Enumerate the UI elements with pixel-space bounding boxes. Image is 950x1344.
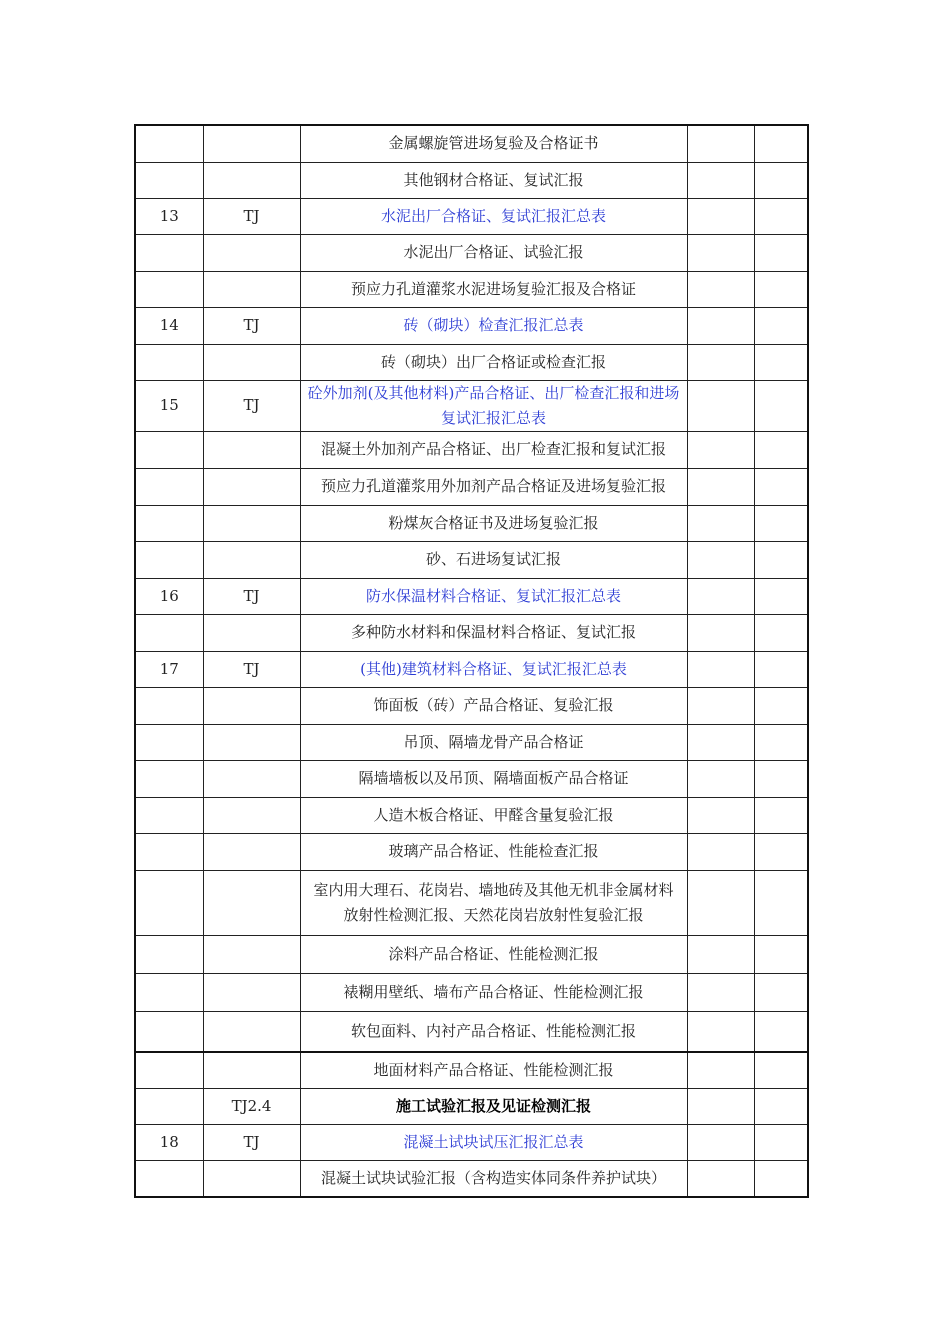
- row-description: (其他)建筑材料合格证、复试汇报汇总表: [300, 651, 687, 687]
- row-description: 人造木板合格证、甲醛含量复验汇报: [300, 797, 687, 833]
- row-code: [203, 431, 300, 468]
- row-blank-cell: [754, 307, 808, 344]
- table-row: [135, 541, 808, 578]
- row-number: [135, 724, 203, 760]
- row-description: 混凝土外加剂产品合格证、出厂检查汇报和复试汇报: [300, 431, 687, 468]
- row-blank-cell: [687, 614, 754, 651]
- row-description: 预应力孔道灌浆用外加剂产品合格证及进场复验汇报: [300, 468, 687, 505]
- row-code: TJ: [203, 307, 300, 344]
- row-blank-cell: [754, 1052, 808, 1088]
- row-code: [203, 468, 300, 505]
- row-blank-cell: [687, 760, 754, 797]
- row-blank-cell: [754, 1088, 808, 1124]
- row-blank-cell: [754, 162, 808, 198]
- table-row: [135, 380, 808, 431]
- row-blank-cell: [754, 541, 808, 578]
- row-blank-cell: [754, 724, 808, 760]
- table-row: [135, 1160, 808, 1197]
- row-blank-cell: [687, 833, 754, 870]
- row-code: TJ: [203, 578, 300, 614]
- row-number: 18: [135, 1124, 203, 1160]
- row-number: [135, 687, 203, 724]
- row-number: [135, 1160, 203, 1197]
- row-blank-cell: [754, 1124, 808, 1160]
- table-row: [135, 973, 808, 1011]
- row-code: [203, 541, 300, 578]
- row-blank-cell: [687, 344, 754, 380]
- row-description: 防水保温材料合格证、复试汇报汇总表: [300, 578, 687, 614]
- row-description: 粉煤灰合格证书及进场复验汇报: [300, 505, 687, 541]
- row-blank-cell: [754, 468, 808, 505]
- table-row: [135, 797, 808, 833]
- row-code: [203, 505, 300, 541]
- row-number: 13: [135, 198, 203, 234]
- row-number: 15: [135, 380, 203, 431]
- row-number: [135, 1011, 203, 1052]
- row-blank-cell: [687, 797, 754, 833]
- row-code: [203, 271, 300, 307]
- row-blank-cell: [754, 614, 808, 651]
- table-row: [135, 833, 808, 870]
- table-row: [135, 687, 808, 724]
- row-description: 地面材料产品合格证、性能检测汇报: [300, 1052, 687, 1088]
- row-code: [203, 797, 300, 833]
- row-blank-cell: [754, 760, 808, 797]
- table-row: [135, 651, 808, 687]
- row-blank-cell: [687, 125, 754, 162]
- row-blank-cell: [754, 833, 808, 870]
- row-description: 金属螺旋管进场复验及合格证书: [300, 125, 687, 162]
- row-number: [135, 797, 203, 833]
- row-blank-cell: [687, 505, 754, 541]
- row-blank-cell: [687, 687, 754, 724]
- row-number: [135, 271, 203, 307]
- row-description: 其他钢材合格证、复试汇报: [300, 162, 687, 198]
- row-blank-cell: [754, 234, 808, 271]
- row-description: 砂、石进场复试汇报: [300, 541, 687, 578]
- row-code: [203, 870, 300, 935]
- row-number: [135, 541, 203, 578]
- table-row: [135, 125, 808, 162]
- row-number: [135, 344, 203, 380]
- table-row: [135, 344, 808, 380]
- row-code: [203, 125, 300, 162]
- row-blank-cell: [687, 380, 754, 431]
- row-blank-cell: [754, 935, 808, 973]
- row-code: TJ: [203, 1124, 300, 1160]
- row-blank-cell: [754, 431, 808, 468]
- row-description: 裱糊用壁纸、墙布产品合格证、性能检测汇报: [300, 973, 687, 1011]
- row-number: [135, 973, 203, 1011]
- row-code: [203, 1052, 300, 1088]
- row-number: [135, 1052, 203, 1088]
- row-blank-cell: [687, 973, 754, 1011]
- row-blank-cell: [687, 307, 754, 344]
- row-code: TJ: [203, 198, 300, 234]
- row-description: 饰面板（砖）产品合格证、复验汇报: [300, 687, 687, 724]
- row-blank-cell: [687, 578, 754, 614]
- row-blank-cell: [687, 1011, 754, 1052]
- row-blank-cell: [687, 870, 754, 935]
- row-number: [135, 833, 203, 870]
- table-row: [135, 760, 808, 797]
- row-blank-cell: [754, 651, 808, 687]
- row-code: [203, 973, 300, 1011]
- row-blank-cell: [687, 1052, 754, 1088]
- row-number: [135, 870, 203, 935]
- table-row: [135, 1011, 808, 1052]
- row-number: 14: [135, 307, 203, 344]
- row-number: [135, 760, 203, 797]
- row-description: 混凝土试块试验汇报（含构造实体同条件养护试块）: [300, 1160, 687, 1197]
- table-row: [135, 198, 808, 234]
- row-code: [203, 1011, 300, 1052]
- row-blank-cell: [754, 870, 808, 935]
- table-row: [135, 505, 808, 541]
- row-blank-cell: [754, 687, 808, 724]
- row-number: [135, 125, 203, 162]
- row-blank-cell: [754, 344, 808, 380]
- row-description: 吊顶、隔墙龙骨产品合格证: [300, 724, 687, 760]
- table-row: [135, 614, 808, 651]
- row-description: 隔墙墙板以及吊顶、隔墙面板产品合格证: [300, 760, 687, 797]
- row-code: [203, 687, 300, 724]
- row-blank-cell: [754, 198, 808, 234]
- row-description: 多种防水材料和保温材料合格证、复试汇报: [300, 614, 687, 651]
- table-row: [135, 431, 808, 468]
- row-code: [203, 760, 300, 797]
- row-code: [203, 935, 300, 973]
- row-blank-cell: [687, 234, 754, 271]
- row-description: 室内用大理石、花岗岩、墙地砖及其他无机非金属材料放射性检测汇报、天然花岗岩放射性复验汇报: [300, 870, 687, 935]
- table-row: [135, 162, 808, 198]
- table-row: [135, 935, 808, 973]
- row-code: [203, 724, 300, 760]
- row-code: [203, 344, 300, 380]
- table-row: [135, 870, 808, 935]
- row-blank-cell: [687, 935, 754, 973]
- row-code: TJ: [203, 380, 300, 431]
- row-number: [135, 1088, 203, 1124]
- row-blank-cell: [687, 1160, 754, 1197]
- row-blank-cell: [754, 125, 808, 162]
- table-row: [135, 1088, 808, 1124]
- row-blank-cell: [754, 578, 808, 614]
- row-code: [203, 614, 300, 651]
- row-description: 软包面料、内衬产品合格证、性能检测汇报: [300, 1011, 687, 1052]
- row-number: 16: [135, 578, 203, 614]
- table-row: [135, 1124, 808, 1160]
- row-description: 水泥出厂合格证、复试汇报汇总表: [300, 198, 687, 234]
- row-blank-cell: [687, 1124, 754, 1160]
- document-table-body: [135, 125, 808, 1197]
- row-code: [203, 162, 300, 198]
- table-row: [135, 307, 808, 344]
- row-blank-cell: [687, 271, 754, 307]
- row-code: [203, 1160, 300, 1197]
- row-description: 砼外加剂(及其他材料)产品合格证、出厂检查汇报和进场复试汇报汇总表: [300, 380, 687, 431]
- row-number: [135, 431, 203, 468]
- row-blank-cell: [754, 505, 808, 541]
- row-description: 预应力孔道灌浆水泥进场复验汇报及合格证: [300, 271, 687, 307]
- row-blank-cell: [754, 1160, 808, 1197]
- row-code: [203, 833, 300, 870]
- row-description: 水泥出厂合格证、试验汇报: [300, 234, 687, 271]
- row-blank-cell: [754, 271, 808, 307]
- row-code: TJ2.4: [203, 1088, 300, 1124]
- row-number: [135, 505, 203, 541]
- row-description: 涂料产品合格证、性能检测汇报: [300, 935, 687, 973]
- table-row: [135, 234, 808, 271]
- table-row: [135, 724, 808, 760]
- row-blank-cell: [687, 651, 754, 687]
- row-blank-cell: [687, 724, 754, 760]
- row-blank-cell: [687, 1088, 754, 1124]
- row-blank-cell: [754, 1011, 808, 1052]
- row-number: 17: [135, 651, 203, 687]
- row-blank-cell: [754, 973, 808, 1011]
- row-blank-cell: [687, 431, 754, 468]
- row-number: [135, 614, 203, 651]
- table-row: [135, 468, 808, 505]
- row-code: [203, 234, 300, 271]
- row-blank-cell: [687, 468, 754, 505]
- row-number: [135, 935, 203, 973]
- row-description: 砖（砌块）出厂合格证或检查汇报: [300, 344, 687, 380]
- row-blank-cell: [754, 797, 808, 833]
- table-row: [135, 271, 808, 307]
- row-description: 玻璃产品合格证、性能检查汇报: [300, 833, 687, 870]
- document-table: [134, 124, 809, 1198]
- row-description: 混凝土试块试压汇报汇总表: [300, 1124, 687, 1160]
- row-code: TJ: [203, 651, 300, 687]
- row-blank-cell: [687, 162, 754, 198]
- row-description: 砖（砌块）检查汇报汇总表: [300, 307, 687, 344]
- table-row: [135, 578, 808, 614]
- row-blank-cell: [687, 198, 754, 234]
- row-number: [135, 234, 203, 271]
- row-number: [135, 468, 203, 505]
- row-number: [135, 162, 203, 198]
- row-blank-cell: [754, 380, 808, 431]
- row-description: 施工试验汇报及见证检测汇报: [300, 1088, 687, 1124]
- row-blank-cell: [687, 541, 754, 578]
- table-row: [135, 1052, 808, 1088]
